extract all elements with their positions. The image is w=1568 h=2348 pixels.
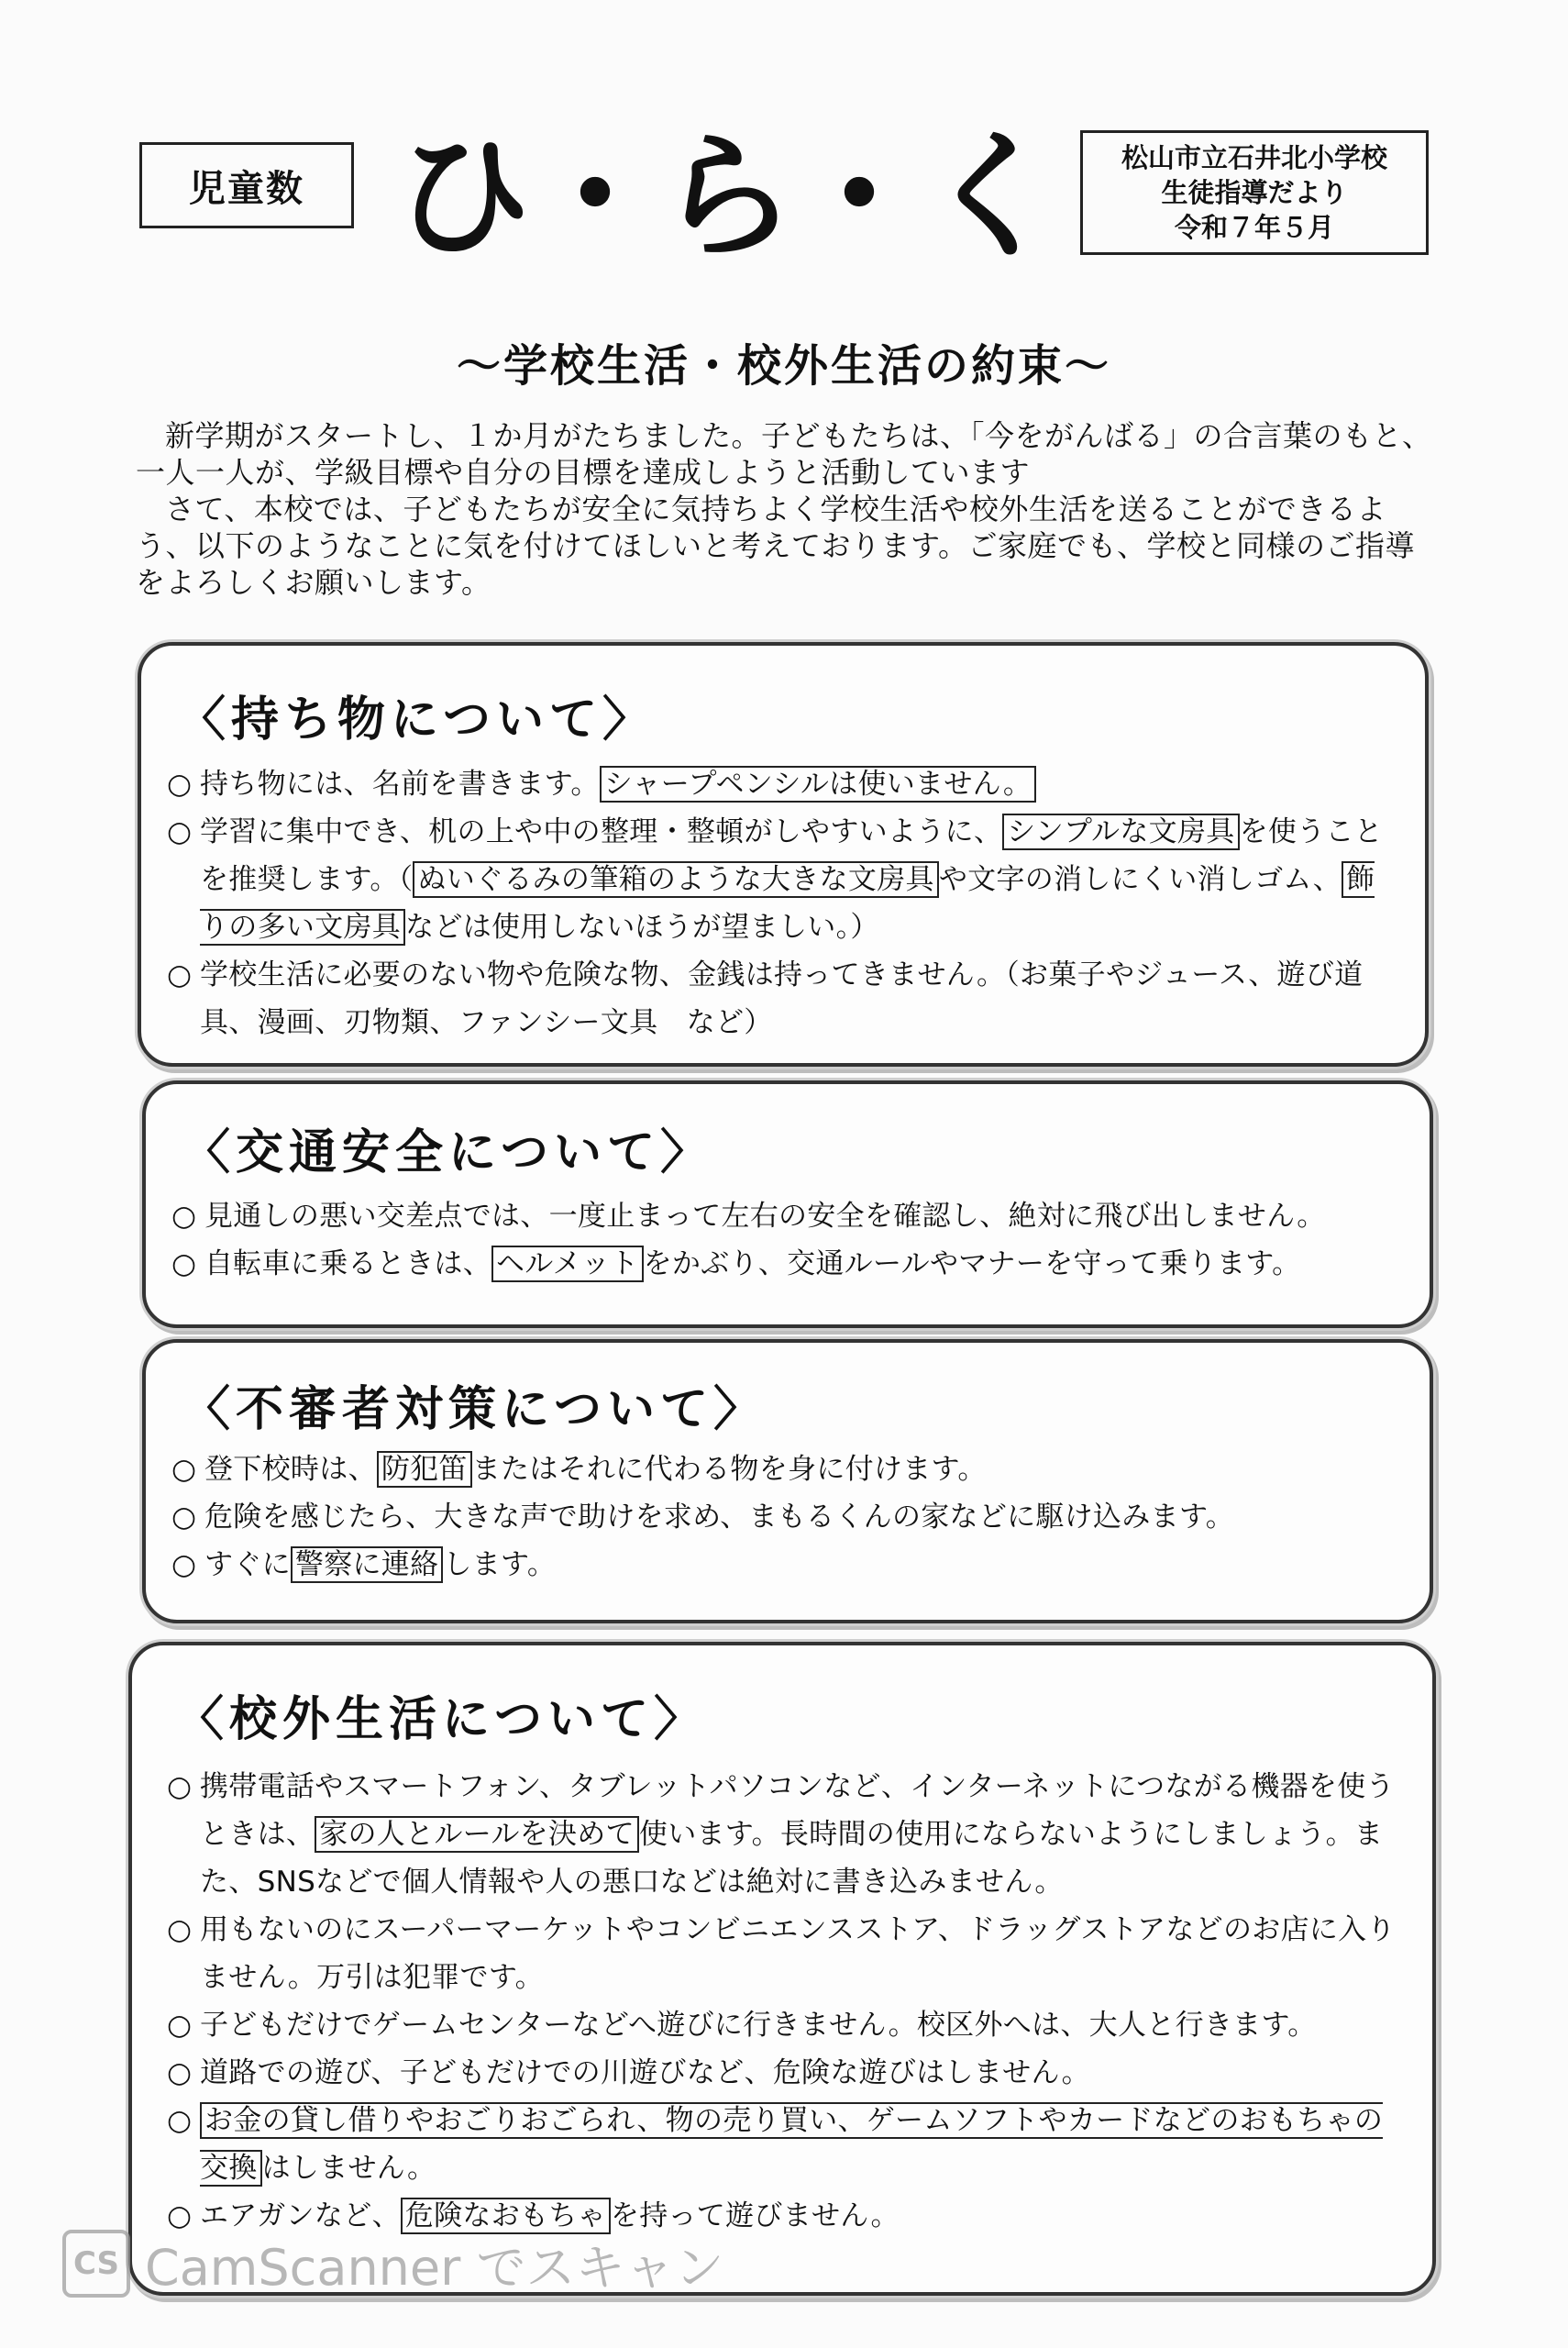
list-item bbox=[167, 1906, 1405, 2001]
item-text: をかぶり、交通ルールやマナーを守って乗ります。 bbox=[643, 1247, 1301, 1280]
item-text: 登下校時は、 bbox=[204, 1453, 377, 1486]
boxed-text: ぬいぐるみの筆箱のような大きな文房具 bbox=[413, 861, 938, 898]
item-text: 学校生活に必要のない物や危険な物、金銭は持ってきません。（お菓子やジュース、遊び道具、漫画、刃物類、ファンシー文具 など） bbox=[200, 958, 1364, 1039]
list-item bbox=[167, 2001, 1405, 2049]
item-text: エアガンなど、 bbox=[200, 2199, 401, 2232]
item-text: や文字の消しにくい消しゴム、 bbox=[938, 863, 1342, 896]
camscanner-logo-icon: CS bbox=[62, 2230, 130, 2298]
issue-date: 令和７年５月 bbox=[1174, 212, 1334, 243]
bullet-icon: ○ bbox=[171, 1548, 197, 1581]
intro-paragraph-1: 新学期がスタートし、１か月がたちました。子どもたちは、「今をがんばる」の合言葉のもと、一人一人が、学級目標や自分の目標を達成しようと活動しています bbox=[136, 418, 1432, 490]
student-count-label: 児童数 bbox=[139, 142, 354, 228]
newsletter-name: 生徒指導だより bbox=[1161, 177, 1348, 208]
item-text: 危険を感じたら、大きな声で助けを求め、まもるくんの家などに駆け込みます。 bbox=[204, 1501, 1235, 1534]
bullet-icon: ○ bbox=[167, 2104, 193, 2137]
camscanner-watermark bbox=[62, 2227, 724, 2300]
list-item bbox=[171, 1541, 1402, 1589]
item-text: またはそれに代わる物を身に付けます。 bbox=[471, 1453, 987, 1486]
bullet-icon: ○ bbox=[171, 1247, 197, 1280]
bullet-icon: ○ bbox=[167, 2056, 193, 2089]
section-outside-school bbox=[128, 1642, 1436, 2296]
item-text: 学習に集中でき、机の上や中の整理・整頓がしやすいように、 bbox=[200, 815, 1003, 848]
boxed-text: 危険なおもちゃ bbox=[401, 2198, 611, 2234]
section-title: 〈不審者対策について〉 bbox=[182, 1382, 767, 1437]
list-item bbox=[171, 1445, 1402, 1493]
section-stranger-safety bbox=[142, 1339, 1433, 1623]
section-title: 〈交通安全について〉 bbox=[182, 1125, 713, 1180]
watermark-text: CamScanner でスキャン bbox=[145, 2238, 724, 2297]
item-text: 使います。長時間の使用にならないようにしましょう。また、SNSなどで個人情報や人の悪口などは絶対に書き込みません。 bbox=[200, 1818, 1384, 1899]
boxed-text: 警察に連絡 bbox=[291, 1546, 444, 1583]
bullet-icon: ○ bbox=[167, 1770, 193, 1803]
item-text: 携帯電話やスマートフォン、タブレットパソコンなど、インターネットにつながる機器を使うときは、 bbox=[200, 1770, 1395, 1851]
section-traffic-safety bbox=[142, 1080, 1433, 1328]
boxed-text: シンプルな文房具 bbox=[1002, 814, 1239, 850]
item-text: すぐに bbox=[204, 1548, 291, 1581]
section-title: 〈持ち物について〉 bbox=[178, 692, 656, 748]
item-text: 見通しの悪い交差点では、一度止まって左右の安全を確認し、絶対に飛び出しません。 bbox=[204, 1200, 1326, 1233]
bullet-icon: ○ bbox=[171, 1200, 197, 1233]
list-item bbox=[167, 760, 1397, 808]
boxed-text: お金の貸し借りやおごりおごられ、物の売り買い、ゲームソフトやカードなどのおもちゃの交換 bbox=[200, 2104, 1384, 2185]
boxed-text: ヘルメット bbox=[491, 1246, 644, 1282]
boxed-text: 防犯笛 bbox=[377, 1451, 472, 1488]
item-text: などは使用しないほうが望ましい。） bbox=[405, 911, 879, 944]
intro-paragraph-2: さて、本校では、子どもたちが安全に気持ちよく学校生活や校外生活を送ることができるよう、以下のようなことに気を付けてほしいと考えております。ご家庭でも、学校と同様のご指導をよろしくお願いします。 bbox=[136, 492, 1415, 600]
item-text: 子どもだけでゲームセンターなどへ遊びに行きません。校区外へは、大人と行きます。 bbox=[200, 2009, 1317, 2042]
newsletter-title: ひ・ら・く bbox=[394, 117, 1055, 277]
item-text: を使うことを推奨します。（ bbox=[200, 815, 1384, 896]
boxed-text: 家の人とルールを決めて bbox=[315, 1816, 639, 1853]
section-title: 〈校外生活について〉 bbox=[176, 1692, 707, 1747]
bullet-icon: ○ bbox=[171, 1501, 197, 1534]
item-text: 用もないのにスーパーマーケットやコンビニエンスストア、ドラッグストアなどのお店に入りません。万引は犯罪です。 bbox=[200, 1913, 1396, 1994]
bullet-icon: ○ bbox=[167, 815, 193, 848]
item-text: はしません。 bbox=[261, 2152, 436, 2185]
list-item bbox=[171, 1240, 1402, 1288]
bullet-icon: ○ bbox=[167, 2009, 193, 2042]
item-text: 自転車に乗るときは、 bbox=[204, 1247, 491, 1280]
list-item bbox=[167, 1763, 1405, 1906]
item-text: します。 bbox=[443, 1548, 557, 1581]
list-item bbox=[167, 2097, 1405, 2192]
boxed-text: シャープペンシルは使いません。 bbox=[600, 766, 1036, 803]
list-item bbox=[167, 2049, 1405, 2097]
item-text: 持ち物には、名前を書きます。 bbox=[200, 768, 600, 801]
bullet-icon: ○ bbox=[167, 768, 193, 801]
school-info-box bbox=[1080, 130, 1429, 255]
item-text: 道路での遊び、子どもだけでの川遊びなど、危険な遊びはしません。 bbox=[200, 2056, 1090, 2089]
intro-text bbox=[136, 417, 1438, 601]
bullet-icon: ○ bbox=[167, 1913, 193, 1946]
section-belongings bbox=[138, 642, 1429, 1067]
school-name: 松山市立石井北小学校 bbox=[1121, 142, 1387, 173]
page-subtitle: ～学校生活・校外生活の約束～ bbox=[456, 340, 1111, 392]
list-item bbox=[171, 1192, 1402, 1240]
list-item bbox=[167, 808, 1397, 951]
item-text: を持って遊びません。 bbox=[610, 2199, 900, 2232]
list-item bbox=[171, 1493, 1402, 1541]
boxed-text: 飾りの多い文房具 bbox=[200, 863, 1375, 944]
list-item bbox=[167, 951, 1397, 1047]
bullet-icon: ○ bbox=[167, 958, 193, 991]
bullet-icon: ○ bbox=[167, 2199, 193, 2232]
bullet-icon: ○ bbox=[171, 1453, 197, 1486]
